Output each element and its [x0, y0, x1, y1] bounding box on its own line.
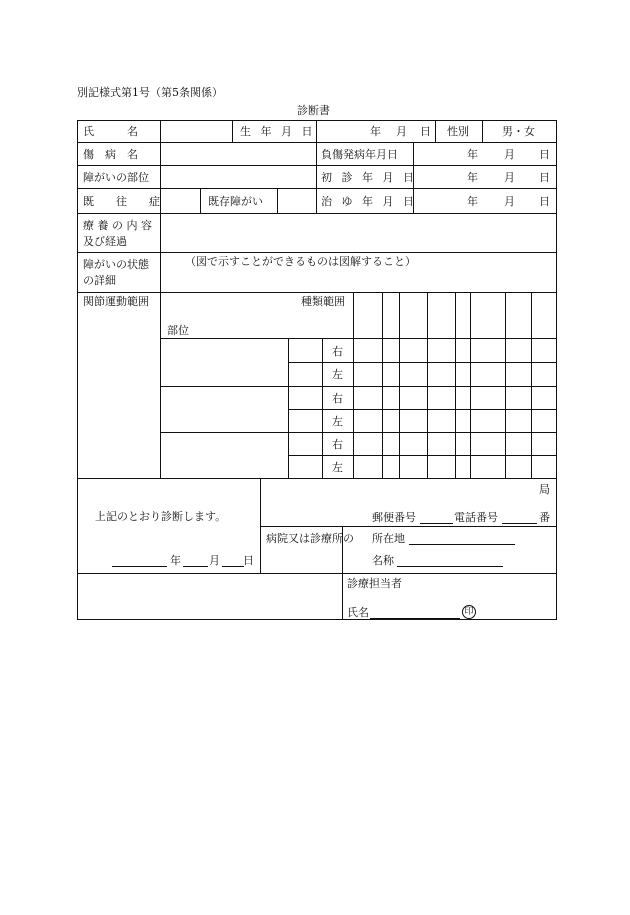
- treatment-field[interactable]: [161, 214, 556, 251]
- injury-date-label: 負傷発病年月日: [321, 148, 398, 161]
- hospital-or-clinic-label: 病院又は診療所の: [266, 532, 354, 545]
- first-visit-year-unit: 年: [467, 171, 478, 184]
- facility-name-label: 名称: [372, 554, 394, 567]
- certification-statement: 上記のとおり診断します。: [95, 510, 227, 523]
- phone-number-label: 電話番号: [454, 511, 498, 524]
- postal-code-label: 郵便番号: [372, 511, 416, 524]
- cert-year-line[interactable]: [112, 566, 167, 567]
- name-field[interactable]: [161, 121, 231, 141]
- doctor-name-label: 氏名: [347, 606, 369, 619]
- birth-day-unit: 日: [420, 125, 431, 138]
- treatment-label-line2: 及び経過: [83, 235, 127, 248]
- disease-name-label: 傷 病 名: [83, 148, 138, 161]
- name-label: 氏 名: [83, 125, 138, 138]
- cure-date-label: 治 ゆ 年 月 日: [321, 195, 417, 208]
- cure-day-unit: 日: [539, 195, 550, 208]
- first-visit-day-unit: 日: [539, 171, 550, 184]
- cert-month-line[interactable]: [183, 566, 208, 567]
- form-reference: 別記様式第1号（第5条関係）: [77, 86, 223, 99]
- disability-detail-field[interactable]: [161, 270, 556, 291]
- site-label: 部位: [167, 324, 189, 337]
- cure-year-unit: 年: [467, 195, 478, 208]
- form-title: 診断書: [297, 104, 330, 117]
- number-suffix: 番: [539, 511, 550, 524]
- prior-disability-field[interactable]: [278, 189, 315, 212]
- birth-month-unit: 月: [396, 125, 407, 138]
- sex-label: 性別: [447, 125, 469, 138]
- disability-site-label: 障がいの部位: [83, 171, 149, 184]
- doctor-name-line[interactable]: [370, 618, 460, 619]
- medical-history-label: 既 往 症: [83, 195, 160, 208]
- side-right-1: 右: [332, 345, 343, 358]
- facility-name-line[interactable]: [397, 566, 503, 567]
- range-of-motion-label: 関節運動範囲: [83, 295, 149, 308]
- diagram-note: （図で示すことができるものは図解すること）: [185, 255, 416, 268]
- cert-year-unit: 年: [170, 554, 181, 567]
- cert-month-unit: 月: [209, 554, 220, 567]
- disability-detail-label-line2: の詳細: [83, 274, 116, 287]
- seal-mark: 印: [462, 605, 476, 619]
- first-visit-month-unit: 月: [504, 171, 515, 184]
- side-right-3: 右: [332, 438, 343, 451]
- prior-disability-label: 既存障がい: [208, 195, 263, 208]
- medical-history-field[interactable]: [161, 189, 199, 212]
- birth-year-unit: 年: [370, 125, 381, 138]
- side-left-1: 左: [332, 368, 343, 381]
- address-label: 所在地: [372, 532, 405, 545]
- disability-site-field[interactable]: [161, 166, 315, 187]
- side-left-2: 左: [332, 415, 343, 428]
- injury-month-unit: 月: [504, 148, 515, 161]
- side-right-2: 右: [332, 392, 343, 405]
- injury-day-unit: 日: [539, 148, 550, 161]
- postal-code-line[interactable]: [420, 523, 453, 524]
- cure-month-unit: 月: [504, 195, 515, 208]
- sex-options[interactable]: 男・女: [502, 125, 535, 138]
- cert-day-line[interactable]: [222, 566, 244, 567]
- first-visit-label: 初 診 年 月 日: [321, 171, 417, 184]
- diagnosis-form: [77, 120, 557, 620]
- side-left-3: 左: [332, 461, 343, 474]
- type-range-label: 種類範囲: [301, 295, 345, 308]
- address-line[interactable]: [409, 544, 515, 545]
- bureau-label: 局: [539, 483, 550, 496]
- birthdate-label: 生 年 月 日: [240, 125, 316, 138]
- treatment-label-line1: 療 養 の 内 容: [83, 219, 152, 232]
- cert-day-unit: 日: [243, 554, 254, 567]
- injury-year-unit: 年: [467, 148, 478, 161]
- disease-name-field[interactable]: [161, 143, 315, 164]
- attending-doctor-label: 診療担当者: [347, 577, 402, 590]
- phone-number-line[interactable]: [502, 523, 537, 524]
- disability-detail-label-line1: 障がいの状態: [83, 258, 149, 271]
